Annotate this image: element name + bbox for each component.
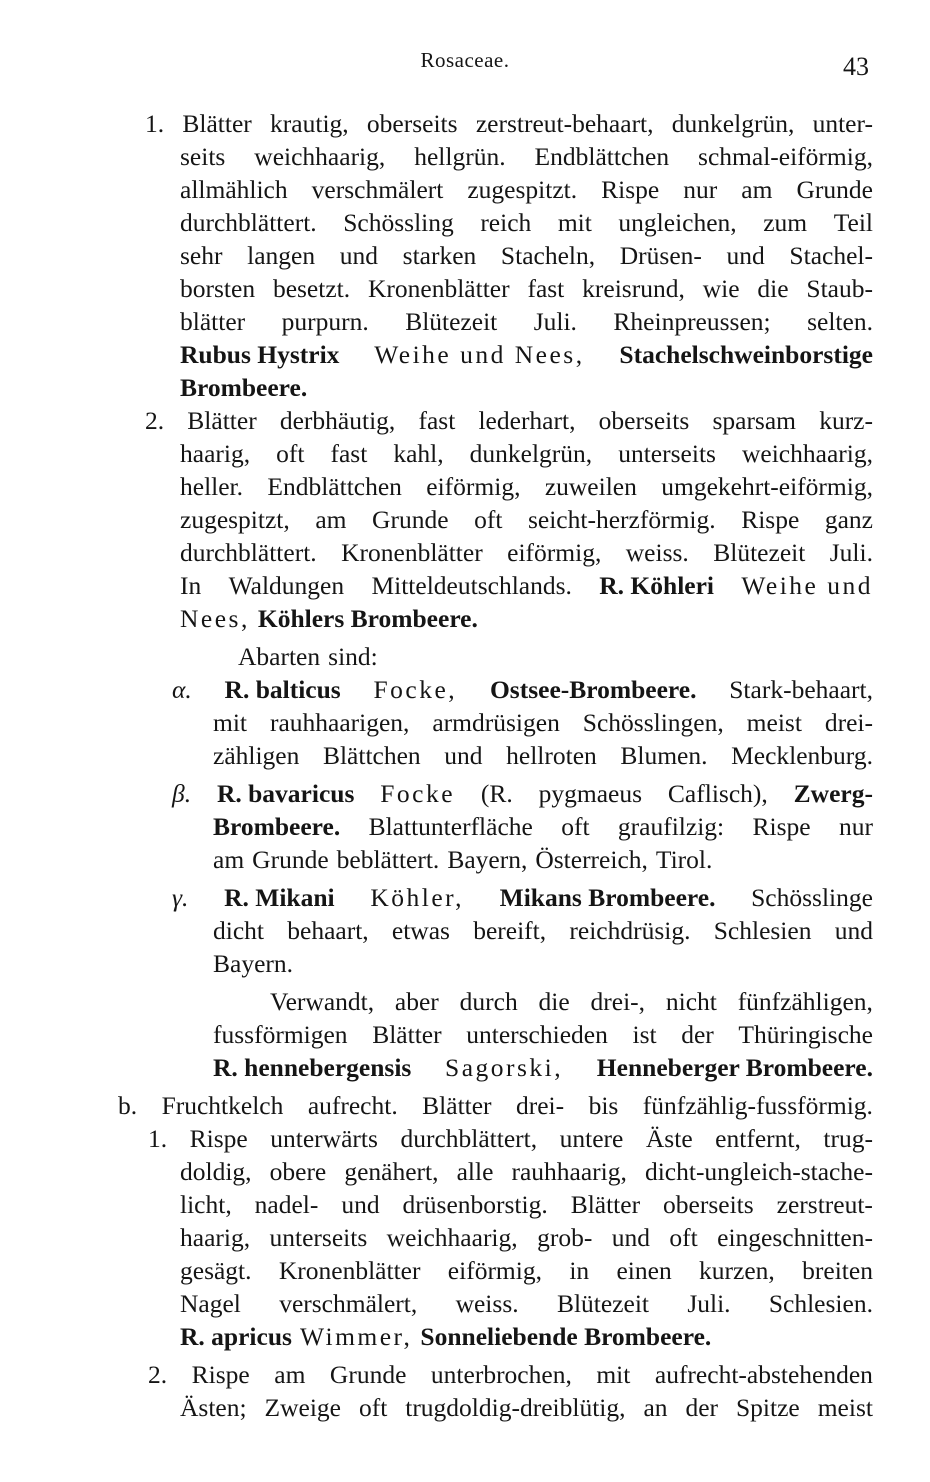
- text-segment: Zwerg-: [793, 779, 873, 808]
- text-segment: eiförmig,: [507, 538, 602, 567]
- text-segment: Blumen.: [620, 741, 708, 770]
- text-segment: oft: [358, 1393, 388, 1422]
- text-segment: seits: [180, 142, 226, 171]
- text-segment: zerstreut-: [776, 1190, 873, 1219]
- text-segment: aber: [394, 987, 439, 1016]
- text-line: [180, 1392, 873, 1424]
- text-segment: Weihe und Nees,: [374, 340, 585, 369]
- text-line: [180, 1255, 873, 1287]
- text-segment: licht,: [180, 1190, 232, 1219]
- text-segment: trug-: [823, 1124, 873, 1153]
- text-segment: β.: [172, 779, 192, 808]
- text-segment: am: [274, 1360, 306, 1389]
- text-segment: mit: [557, 208, 592, 237]
- text-segment: haarig,: [180, 1223, 251, 1252]
- text-line: [180, 339, 873, 371]
- text-segment: der: [685, 1393, 719, 1422]
- text-segment: selten.: [807, 307, 873, 336]
- text-segment: hellgrün.: [414, 142, 506, 171]
- text-segment: unter-: [812, 109, 873, 138]
- text-segment: am: [315, 505, 347, 534]
- text-segment: ungleichen,: [618, 208, 737, 237]
- text-segment: verschmälert: [311, 175, 444, 204]
- text-segment: oft: [276, 439, 305, 468]
- text-line: [180, 570, 873, 602]
- text-line: [180, 141, 873, 173]
- text-segment: sind:: [328, 642, 378, 671]
- text-segment: Kronenblätter: [341, 538, 483, 567]
- text-segment: Ostsee-Brombeere.: [489, 675, 697, 704]
- text-segment: Blütezeit: [713, 538, 806, 567]
- text-segment: die: [538, 987, 570, 1016]
- text-segment: Staub-: [806, 274, 873, 303]
- text-segment: dunkelgrün,: [671, 109, 795, 138]
- text-segment: entfernt,: [715, 1124, 801, 1153]
- text-segment: wie: [702, 274, 740, 303]
- text-line: [270, 986, 873, 1018]
- text-segment: Rispe: [741, 505, 800, 534]
- text-segment: Österreich,: [535, 845, 648, 874]
- text-segment: Kronenblätter: [367, 274, 510, 303]
- text-segment: kurz-: [819, 406, 873, 435]
- text-segment: nadel-: [254, 1190, 319, 1219]
- text-segment: zum: [763, 208, 808, 237]
- text-segment: Ästen;: [180, 1393, 247, 1422]
- text-segment: eiförmig,: [426, 472, 521, 501]
- text-segment: Brombeere.: [180, 373, 308, 402]
- text-segment: doldig,: [180, 1157, 252, 1186]
- text-segment: drei-: [824, 708, 873, 737]
- text-segment: Verwandt,: [270, 987, 375, 1016]
- text-line: [148, 1123, 873, 1155]
- text-segment: dicht: [213, 916, 264, 945]
- text-segment: am: [741, 175, 773, 204]
- text-segment: reichdrüsig.: [569, 916, 691, 945]
- text-segment: borsten: [180, 274, 256, 303]
- text-segment: und: [339, 241, 378, 270]
- text-segment: Rispe: [752, 812, 811, 841]
- text-segment: unterbrochen,: [430, 1360, 572, 1389]
- text-segment: besetzt.: [272, 274, 351, 303]
- text-segment: durchblättert,: [400, 1124, 538, 1153]
- text-segment: Bayern.: [213, 949, 294, 978]
- text-segment: oft: [474, 505, 503, 534]
- text-segment: Rispe: [189, 1124, 248, 1153]
- text-segment: Köhlers Brombeere.: [257, 604, 478, 633]
- text-segment: oberseits: [598, 406, 690, 435]
- text-line: [180, 603, 873, 635]
- text-segment: Blütezeit: [556, 1289, 649, 1318]
- text-segment: und: [444, 741, 483, 770]
- text-segment: Weihe und: [741, 571, 873, 600]
- text-segment: durch: [459, 987, 518, 1016]
- text-line: [180, 306, 873, 338]
- text-line: [213, 811, 873, 843]
- text-segment: Sagorski,: [445, 1053, 564, 1082]
- text-segment: oft: [561, 812, 590, 841]
- text-line: [145, 108, 873, 140]
- text-segment: R. bavaricus: [216, 779, 355, 808]
- text-segment: Mikans Brombeere.: [499, 883, 716, 912]
- text-segment: aufrecht.: [307, 1091, 398, 1120]
- text-segment: und: [834, 916, 873, 945]
- text-segment: Juli.: [829, 538, 873, 567]
- text-segment: Brombeere.: [213, 812, 341, 841]
- text-segment: R. Mikani: [224, 883, 335, 912]
- text-segment: Abarten: [238, 642, 321, 671]
- text-segment: durchblättert.: [180, 208, 317, 237]
- text-segment: sparsam: [712, 406, 797, 435]
- text-segment: 1.: [145, 109, 165, 138]
- text-segment: zähligen: [213, 741, 300, 770]
- text-line: [238, 641, 873, 673]
- text-segment: Rubus Hystrix: [180, 340, 340, 369]
- text-line: [213, 1019, 873, 1051]
- text-segment: fussförmigen: [213, 1020, 348, 1049]
- text-segment: nicht: [665, 987, 717, 1016]
- text-segment: fünfzähligen,: [737, 987, 873, 1016]
- text-segment: krautig,: [270, 109, 349, 138]
- text-segment: fast: [330, 439, 368, 468]
- text-segment: und: [611, 1223, 650, 1252]
- text-segment: allmählich: [180, 175, 288, 204]
- text-segment: Schösslingen,: [582, 708, 724, 737]
- text-segment: Köhler,: [370, 883, 464, 912]
- text-line: [213, 915, 873, 947]
- text-segment: der: [681, 1020, 714, 1049]
- text-segment: unterseits: [618, 439, 716, 468]
- text-segment: Blätter: [182, 109, 252, 138]
- text-segment: an: [643, 1393, 668, 1422]
- text-segment: trugdoldig-dreiblütig,: [405, 1393, 626, 1422]
- text-line: [213, 740, 873, 772]
- text-segment: rauhhaarigen,: [269, 708, 410, 737]
- text-segment: oberseits: [663, 1190, 754, 1219]
- text-segment: sehr: [180, 241, 223, 270]
- text-segment: Grunde: [329, 1360, 407, 1389]
- text-segment: zugespitzt.: [467, 175, 578, 204]
- text-segment: armdrüsigen: [432, 708, 560, 737]
- text-segment: kreisrund,: [582, 274, 685, 303]
- text-segment: bereift,: [473, 916, 547, 945]
- text-segment: 1.: [148, 1124, 168, 1153]
- text-segment: Bayern,: [447, 845, 528, 874]
- text-line: [180, 471, 873, 503]
- text-segment: b.: [118, 1091, 138, 1120]
- text-line: [148, 1359, 873, 1391]
- text-segment: Drüsen-: [619, 241, 702, 270]
- text-segment: fast: [418, 406, 456, 435]
- text-segment: Rheinpreussen;: [613, 307, 771, 336]
- text-segment: weichhaarig,: [254, 142, 386, 171]
- text-segment: alle: [456, 1157, 494, 1186]
- text-segment: seicht-herzförmig.: [527, 505, 716, 534]
- text-segment: Schössling: [343, 208, 454, 237]
- text-segment: eingeschnitten-: [717, 1223, 873, 1252]
- text-line: [180, 1321, 873, 1353]
- text-segment: hellroten: [506, 741, 597, 770]
- text-segment: dicht-ungleich-stache-: [644, 1157, 873, 1186]
- text-segment: meist: [817, 1393, 873, 1422]
- text-segment: behaart,: [287, 916, 369, 945]
- text-segment: reich: [480, 208, 532, 237]
- text-segment: beblättert.: [336, 845, 440, 874]
- text-segment: unterschieden: [466, 1020, 608, 1049]
- text-segment: Teil: [833, 208, 873, 237]
- text-line: [213, 1052, 873, 1084]
- text-segment: drüsenborstig.: [402, 1190, 548, 1219]
- text-segment: Stacheln,: [500, 241, 596, 270]
- text-segment: Juli.: [533, 307, 577, 336]
- text-segment: Blätter: [372, 1020, 442, 1049]
- text-segment: Wimmer,: [299, 1322, 413, 1351]
- text-segment: Stachel-: [789, 241, 873, 270]
- text-line: [180, 174, 873, 206]
- text-line: [145, 405, 873, 437]
- text-segment: zuweilen: [544, 472, 637, 501]
- text-line: [213, 707, 873, 739]
- text-segment: lederhart,: [478, 406, 576, 435]
- text-segment: starken: [402, 241, 477, 270]
- text-segment: mit: [213, 708, 248, 737]
- text-line: [213, 844, 873, 876]
- text-segment: Rispe: [191, 1360, 250, 1389]
- text-segment: eiförmig,: [447, 1256, 542, 1285]
- text-segment: kurzen,: [699, 1256, 775, 1285]
- text-segment: Juli.: [687, 1289, 731, 1318]
- text-segment: dunkelgrün,: [469, 439, 593, 468]
- text-segment: R. apricus: [180, 1322, 292, 1351]
- text-segment: oft: [669, 1223, 698, 1252]
- text-segment: bis: [588, 1091, 619, 1120]
- text-segment: Henneberger Brombeere.: [596, 1053, 873, 1082]
- text-segment: In: [180, 571, 202, 600]
- text-segment: Grunde: [796, 175, 873, 204]
- text-segment: zerstreut-behaart,: [475, 109, 654, 138]
- page-header: [0, 0, 930, 80]
- text-segment: oberseits: [366, 109, 458, 138]
- text-line: [180, 1222, 873, 1254]
- text-segment: weichhaarig,: [386, 1223, 518, 1252]
- text-segment: Mitteldeutschlands.: [371, 571, 572, 600]
- text-segment: heller.: [180, 472, 244, 501]
- text-segment: untere: [559, 1124, 624, 1153]
- text-segment: weiss.: [455, 1289, 519, 1318]
- text-line: [172, 882, 873, 914]
- text-segment: in: [569, 1256, 590, 1285]
- text-segment: Endblättchen: [267, 472, 402, 501]
- text-line: [172, 778, 873, 810]
- text-line: [180, 273, 873, 305]
- text-segment: aufrecht-abstehenden: [654, 1360, 873, 1389]
- text-segment: derbhäutig,: [279, 406, 396, 435]
- text-segment: meist: [746, 708, 802, 737]
- text-segment: durchblättert.: [180, 538, 317, 567]
- text-segment: Blätter: [570, 1190, 641, 1219]
- text-segment: genähert,: [344, 1157, 439, 1186]
- text-line: [180, 240, 873, 272]
- text-line: [118, 1090, 873, 1122]
- text-segment: Spitze: [736, 1393, 800, 1422]
- text-segment: Blätter: [187, 406, 257, 435]
- text-segment: drei-: [515, 1091, 565, 1120]
- text-segment: Waldungen: [228, 571, 345, 600]
- text-segment: obere: [269, 1157, 327, 1186]
- text-segment: grob-: [537, 1223, 593, 1252]
- text-segment: (R.: [480, 779, 513, 808]
- text-segment: kahl,: [393, 439, 444, 468]
- text-segment: breiten: [802, 1256, 873, 1285]
- text-segment: pygmaeus: [538, 779, 643, 808]
- text-segment: ganz: [824, 505, 873, 534]
- text-segment: 2.: [148, 1360, 168, 1389]
- text-segment: Rispe: [601, 175, 660, 204]
- text-line: [180, 1288, 873, 1320]
- text-segment: Schlesien.: [768, 1289, 873, 1318]
- text-segment: R. balticus: [224, 675, 341, 704]
- text-segment: drei-,: [590, 987, 646, 1016]
- text-segment: Nees,: [180, 604, 250, 633]
- text-line: [180, 438, 873, 470]
- text-segment: Tirol.: [655, 845, 713, 874]
- text-segment: Blätter: [422, 1091, 492, 1120]
- text-segment: γ.: [172, 883, 189, 912]
- text-segment: graufilzig:: [617, 812, 725, 841]
- text-segment: am: [213, 845, 245, 874]
- text-segment: purpurn.: [281, 307, 369, 336]
- text-segment: Blütezeit: [405, 307, 498, 336]
- text-segment: Grunde: [372, 505, 449, 534]
- text-segment: die: [757, 274, 789, 303]
- text-segment: und: [726, 241, 765, 270]
- text-segment: nur: [838, 812, 873, 841]
- text-segment: Endblättchen: [534, 142, 670, 171]
- text-line: [180, 504, 873, 536]
- text-segment: langen: [247, 241, 316, 270]
- text-segment: weichhaarig,: [741, 439, 873, 468]
- text-segment: zugespitzt,: [180, 505, 290, 534]
- text-segment: weiss.: [625, 538, 689, 567]
- text-segment: unterwärts: [270, 1124, 378, 1153]
- text-segment: blätter: [180, 307, 246, 336]
- text-line: [180, 1189, 873, 1221]
- text-segment: gesägt.: [180, 1256, 252, 1285]
- text-segment: Thüringische: [738, 1020, 873, 1049]
- text-segment: Kronenblätter: [278, 1256, 421, 1285]
- text-segment: Focke: [380, 779, 456, 808]
- text-segment: Nagel: [180, 1289, 241, 1318]
- text-line: [180, 372, 873, 404]
- text-line: [180, 1156, 873, 1188]
- text-segment: einen: [616, 1256, 672, 1285]
- text-segment: Sonneliebende Brombeere.: [420, 1322, 712, 1351]
- text-segment: Äste: [645, 1124, 693, 1153]
- text-segment: und: [341, 1190, 380, 1219]
- text-segment: nur: [683, 175, 718, 204]
- text-segment: rauhhaarig,: [511, 1157, 627, 1186]
- text-segment: Schlesien: [713, 916, 812, 945]
- text-segment: Stachelschweinborstige: [619, 340, 873, 369]
- text-segment: etwas: [391, 916, 450, 945]
- text-segment: R. hennebergensis: [213, 1053, 412, 1082]
- text-segment: Zweige: [264, 1393, 341, 1422]
- text-segment: ist: [632, 1020, 657, 1049]
- text-segment: mit: [596, 1360, 631, 1389]
- text-segment: R. Köhleri: [599, 571, 715, 600]
- running-title: Rosaceae.: [420, 48, 510, 72]
- text-segment: Blättchen: [322, 741, 421, 770]
- text-line: [172, 674, 873, 706]
- text-segment: schmal-eiförmig,: [698, 142, 873, 171]
- text-segment: 2.: [145, 406, 165, 435]
- text-line: [180, 207, 873, 239]
- page-number: 43: [843, 52, 869, 81]
- text-segment: Mecklenburg.: [731, 741, 873, 770]
- text-segment: fast: [527, 274, 565, 303]
- text-segment: Schösslinge: [751, 883, 873, 912]
- text-line: [180, 537, 873, 569]
- text-segment: fünfzählig-fussförmig.: [642, 1091, 873, 1120]
- text-segment: Stark-behaart,: [729, 675, 873, 704]
- text-segment: Grunde: [252, 845, 329, 874]
- text-segment: unterseits: [269, 1223, 368, 1252]
- text-segment: α.: [172, 675, 192, 704]
- text-line: [213, 948, 873, 980]
- text-segment: haarig,: [180, 439, 251, 468]
- text-segment: Blattunterfläche: [368, 812, 533, 841]
- text-segment: umgekehrt-eiförmig,: [661, 472, 873, 501]
- text-segment: Fruchtkelch: [161, 1091, 284, 1120]
- text-segment: Focke,: [373, 675, 458, 704]
- text-segment: Caflisch),: [667, 779, 768, 808]
- text-segment: verschmälert,: [279, 1289, 418, 1318]
